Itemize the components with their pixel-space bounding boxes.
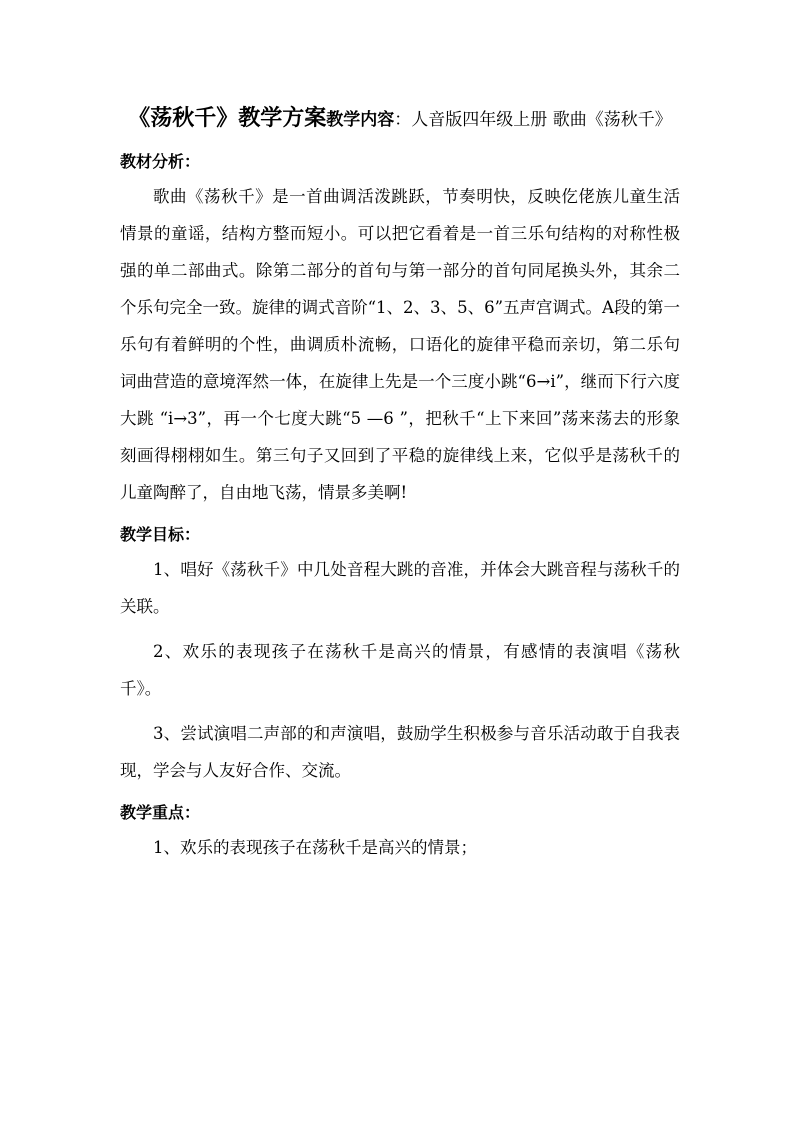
goal-item-2: 2、欢乐的表现孩子在荡秋千是高兴的情景，有感情的表演唱《荡秋千》。 [120, 642, 680, 698]
section-heading-analysis: 教材分析： [120, 152, 201, 171]
goal-item-3: 3、尝试演唱二声部的和声演唱，鼓励学生积极参与音乐活动敢于自我表现，学会与人友好合作、交流。 [120, 724, 680, 780]
section-heading-goals: 教学目标： [120, 525, 201, 544]
analysis-paragraph: 歌曲《荡秋千》是一首曲调活泼跳跃，节奏明快，反映仡佬族儿童生活情景的童谣，结构方整而短小。可以把它看着是一首三乐句结构的对称性极强的单二部曲式。除第二部分的首句与第一部分的首句同尾换头外，其余二个乐句完全一致。旋律的调式音阶“1、2、3、5、6”五声宫调式。A段的第一乐句有着鲜明的个性，曲调质朴流畅，口语化的旋律平稳而亲切，第二乐句词曲营造的意境浑然一体，在旋律上先是一个三度小跳“6→i”，继而下行六度大跳 “i→3”，再一个七度大跳“5 —6 ”，把秋千“上下来回”荡来荡去的形象刻画得栩栩如生。第三句子又回到了平稳的旋律线上来，它似乎是荡秋千的儿童陶醉了，自由地飞荡，情景多美啊! [120, 187, 680, 502]
document-title [120, 96, 680, 142]
goal-item-1: 1、唱好《荡秋千》中几处音程大跳的音准，并体会大跳音程与荡秋千的关联。 [120, 560, 680, 616]
document-content [120, 96, 680, 874]
title-main: 《荡秋千》教学方案 [128, 105, 327, 131]
title-rest: ：人音版四年级上册 歌曲《荡秋千》 [394, 110, 672, 130]
section-heading-focus: 教学重点： [120, 803, 201, 822]
focus-item-1: 1、欢乐的表现孩子在荡秋千是高兴的情景； [153, 838, 477, 857]
title-label: 教学内容 [326, 110, 395, 130]
